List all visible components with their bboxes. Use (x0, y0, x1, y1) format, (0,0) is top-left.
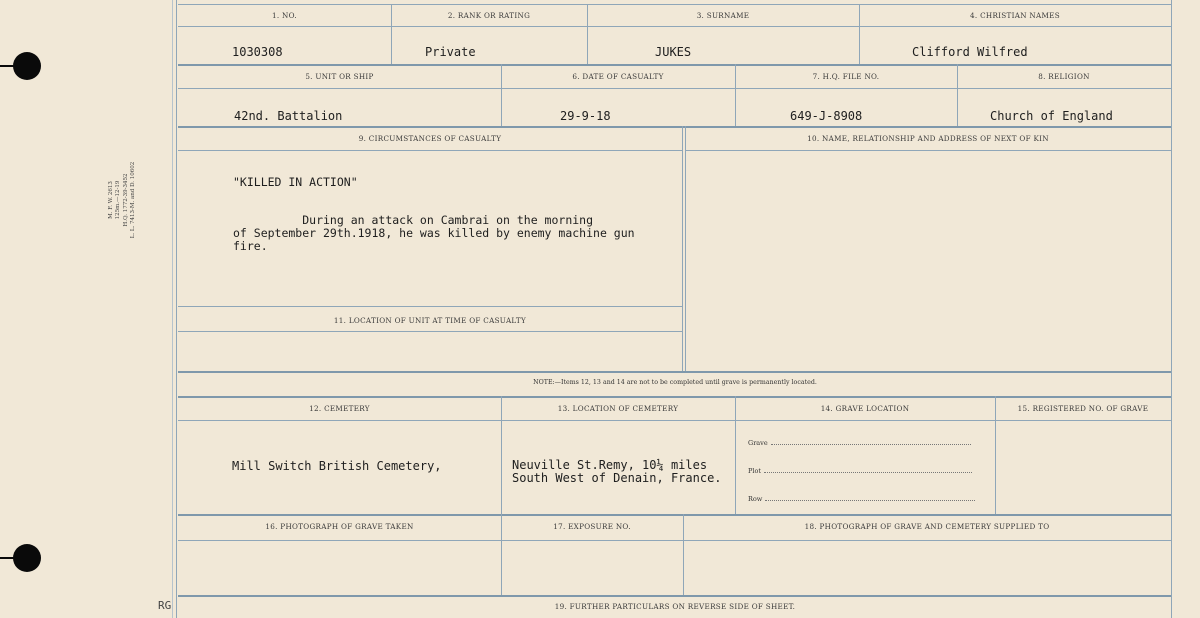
value-christian-names: Clifford Wilfred (912, 45, 1028, 59)
label-exposure: 17. EXPOSURE NO. (553, 522, 631, 531)
value-location-of-cemetery: South West of Denain, France. (512, 471, 722, 485)
grave-field (748, 439, 971, 447)
label-religion: 8. RELIGION (1038, 72, 1090, 81)
rule (178, 26, 1172, 27)
form-code-line: 125m.—12-19 (115, 180, 122, 220)
label-next-of-kin: 10. NAME, RELATIONSHIP AND ADDRESS OF NEXT OF KIN (807, 134, 1049, 143)
plot-field (748, 467, 972, 475)
circumstances-line: of September 29th.1918, he was killed by enemy machine gun (233, 226, 635, 240)
label-grave-location: 14. GRAVE LOCATION (820, 404, 910, 413)
rule (501, 396, 502, 514)
rule (178, 88, 1172, 89)
rule (178, 4, 1172, 5)
label-rank: 2. RANK OR RATING (447, 11, 531, 20)
label-date: 6. DATE OF CASUALTY (572, 72, 664, 81)
value-hq-file: 649-J-8908 (790, 109, 863, 123)
label-no: 1. NO. (272, 11, 297, 20)
value-no: 1030308 (232, 45, 283, 59)
row-field-label: Row (748, 495, 763, 503)
value-religion: Church of England (990, 109, 1113, 123)
label-christian-names: 4. CHRISTIAN NAMES (970, 11, 1060, 20)
punch-hole-top (13, 52, 41, 80)
form-code-line: L. L. 7413-M. and D. 10602 (130, 161, 137, 239)
rule (995, 396, 996, 514)
rule (178, 371, 1172, 373)
form-code-line: H.Q. 1772-39-3452 (122, 173, 129, 227)
note-text: NOTE:—Items 12, 13 and 14 are not to be completed until grave is permanently located. (533, 379, 817, 386)
rule (178, 396, 1172, 398)
value-unit: 42nd. Battalion (234, 109, 343, 123)
circumstances-line: During an attack on Cambrai on the morning (233, 213, 594, 227)
rule (178, 150, 682, 151)
label-location-of-cemetery: 13. LOCATION OF CEMETERY (557, 404, 679, 413)
value-surname: JUKES (655, 45, 692, 59)
rule (178, 64, 1172, 66)
label-cemetery: 12. CEMETERY (309, 404, 370, 413)
label-location-of-unit: 11. LOCATION OF UNIT AT TIME OF CASUALTY (333, 316, 527, 325)
rule (178, 420, 1172, 421)
rule (682, 126, 683, 371)
rule (1171, 0, 1172, 618)
label-registered-no: 15. REGISTERED NO. OF GRAVE (1017, 404, 1149, 413)
rule (178, 540, 1172, 541)
form-code-line: M. F. W. 2613 (108, 181, 114, 219)
row-field (748, 495, 975, 503)
label-circumstances: 9. CIRCUMSTANCES OF CASUALTY (358, 134, 502, 143)
rule (735, 396, 736, 514)
rule (178, 595, 1172, 597)
value-date: 29-9-18 (560, 109, 611, 123)
plot-field-label: Plot (748, 467, 761, 475)
corner-mark: RG (158, 599, 172, 612)
label-unit: 5. UNIT OR SHIP (305, 72, 374, 81)
punch-hole-bottom (13, 544, 41, 572)
value-rank: Private (425, 45, 476, 59)
label-photo-taken: 16. PHOTOGRAPH OF GRAVE TAKEN (265, 522, 414, 531)
rule (685, 150, 1172, 151)
rule (178, 514, 1172, 516)
rule (178, 331, 682, 332)
rule (178, 306, 682, 307)
circumstances-line: fire. (233, 239, 268, 253)
label-surname: 3. SURNAME (696, 11, 750, 20)
grave-field-label: Grave (748, 439, 768, 447)
rule (178, 126, 1172, 128)
label-hq-file: 7. H.Q. FILE NO. (812, 72, 880, 81)
form-code (108, 140, 138, 260)
margin-rule-outer (172, 0, 173, 618)
label-photo-supplied: 18. PHOTOGRAPH OF GRAVE AND CEMETERY SUPPLIED TO (804, 522, 1050, 531)
rule (685, 126, 686, 371)
value-cemetery: Mill Switch British Cemetery, (232, 459, 442, 473)
circumstances-title: "KILLED IN ACTION" (233, 175, 358, 189)
margin-rule (176, 0, 177, 618)
value-location-of-cemetery: Neuville St.Remy, 10¼ miles (512, 458, 708, 472)
label-further-particulars: 19. FURTHER PARTICULARS ON REVERSE SIDE OF SHEET. (554, 602, 796, 611)
